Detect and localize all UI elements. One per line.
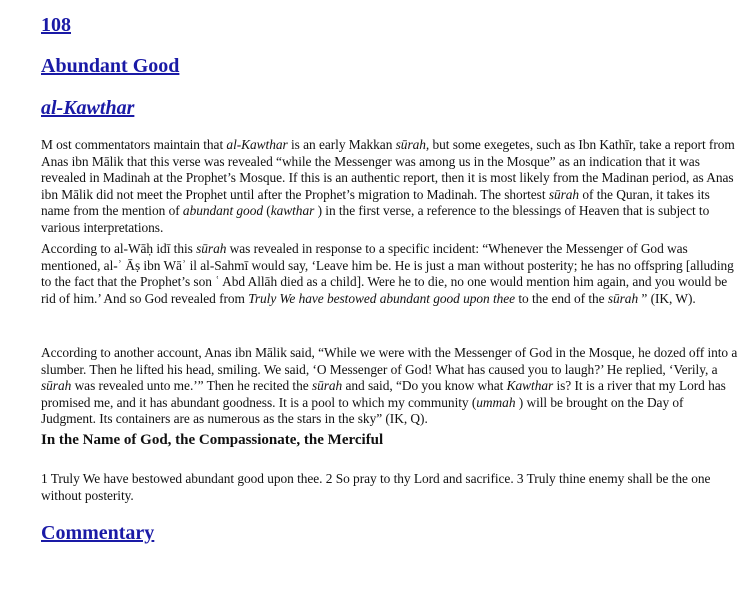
text-span: to the end of the: [515, 290, 608, 306]
intro-paragraph-3: [41, 345, 741, 428]
text-span: of the Quran, it takes its name from the mention of: [41, 186, 710, 219]
text-span: but some exegetes, such as Ibn Kathīr, take a report from Anas ibn Mālik that this verse was revealed “while the Messenger was among us in the Mosque” as an indication that it was revealed in Madinah at the Prophet’s Mosque. If this is an authentic report, then it is most likely from the Madinan period, as Anas ibn Mālik did not meet the Prophet until after the Prophet’s migration to Madinah. The shortest: [41, 137, 735, 202]
text-span: is an early Makkan: [287, 137, 396, 152]
bismillah-heading: In the Name of God, the Compassionate, the Merciful: [41, 432, 384, 448]
surah-number-heading[interactable]: 108: [41, 14, 71, 36]
italic-quote: Truly We have bestowed abundant good upon thee: [248, 290, 516, 306]
italic-term: kawthar: [270, 203, 315, 219]
text-span: According to another account, Anas ibn Mālik said, “While we were with the Messenger of God in the Mosque, he dozed off into a slumber. Then he lifted his head, smiling. We said, ‘O Messenger of God! What has caused you to laugh?’ He replied, ‘Verily, a: [41, 345, 738, 377]
text-span: ” (IK, W).: [638, 290, 696, 306]
text-span: and said, “Do you know what: [342, 378, 507, 394]
italic-term: sūrah: [196, 241, 227, 256]
intro-paragraph-2: [41, 241, 741, 307]
text-span: is? It is a river that my Lord has promised me, and it has abundant goodness. It is a pool to which my community (: [41, 378, 726, 410]
text-span: M ost commentators maintain that: [41, 137, 227, 152]
verses-paragraph: 1 Truly We have bestowed abundant good upon thee. 2 So pray to thy Lord and sacrifice. 3 Truly thine enemy shall be the one without posterity.: [41, 471, 711, 503]
text-span: ) will be brought on the Day of Judgment. Its containers are as numerous as the stars in the sky” (IK, Q).: [41, 394, 684, 427]
italic-term: abundant good: [182, 203, 263, 219]
text-span: was revealed unto me.’” Then he recited the: [71, 378, 312, 394]
italic-term: Kawthar: [506, 378, 554, 394]
text-span: (: [263, 203, 271, 219]
italic-term: sūrah,: [395, 137, 430, 152]
intro-paragraph-1: [41, 137, 741, 237]
italic-term: sūrah: [607, 290, 639, 306]
surah-title-heading[interactable]: Abundant Good: [41, 55, 180, 77]
italic-term: sūrah: [311, 378, 343, 394]
text-span: ) in the first verse, a reference to the blessings of Heaven that is subject to various interpretations.: [41, 203, 710, 235]
italic-term: sūrah: [548, 186, 580, 202]
italic-term: ummah: [476, 394, 516, 410]
surah-subtitle-heading[interactable]: al-Kawthar: [41, 97, 135, 119]
italic-term: al-Kawthar: [226, 137, 288, 152]
text-span: was revealed in response to a specific incident: “Whenever the Messenger of God was mentioned, al-ʾ Āṣ ibn Wāʾ il al-Sahmī would say, ‘Leave him be. He is just a man without posterity; he has no offspring [alluding to the fact that the Prophet’s son ʿ Abd Allāh died as a child]. Were he to die, no one would mention him again, and you would be rid of him.’ And so God revealed from: [41, 241, 734, 306]
text-span: According to al-Wāḥ idī this: [41, 241, 197, 256]
italic-term: sūrah: [41, 378, 72, 394]
commentary-heading[interactable]: Commentary: [41, 522, 155, 544]
